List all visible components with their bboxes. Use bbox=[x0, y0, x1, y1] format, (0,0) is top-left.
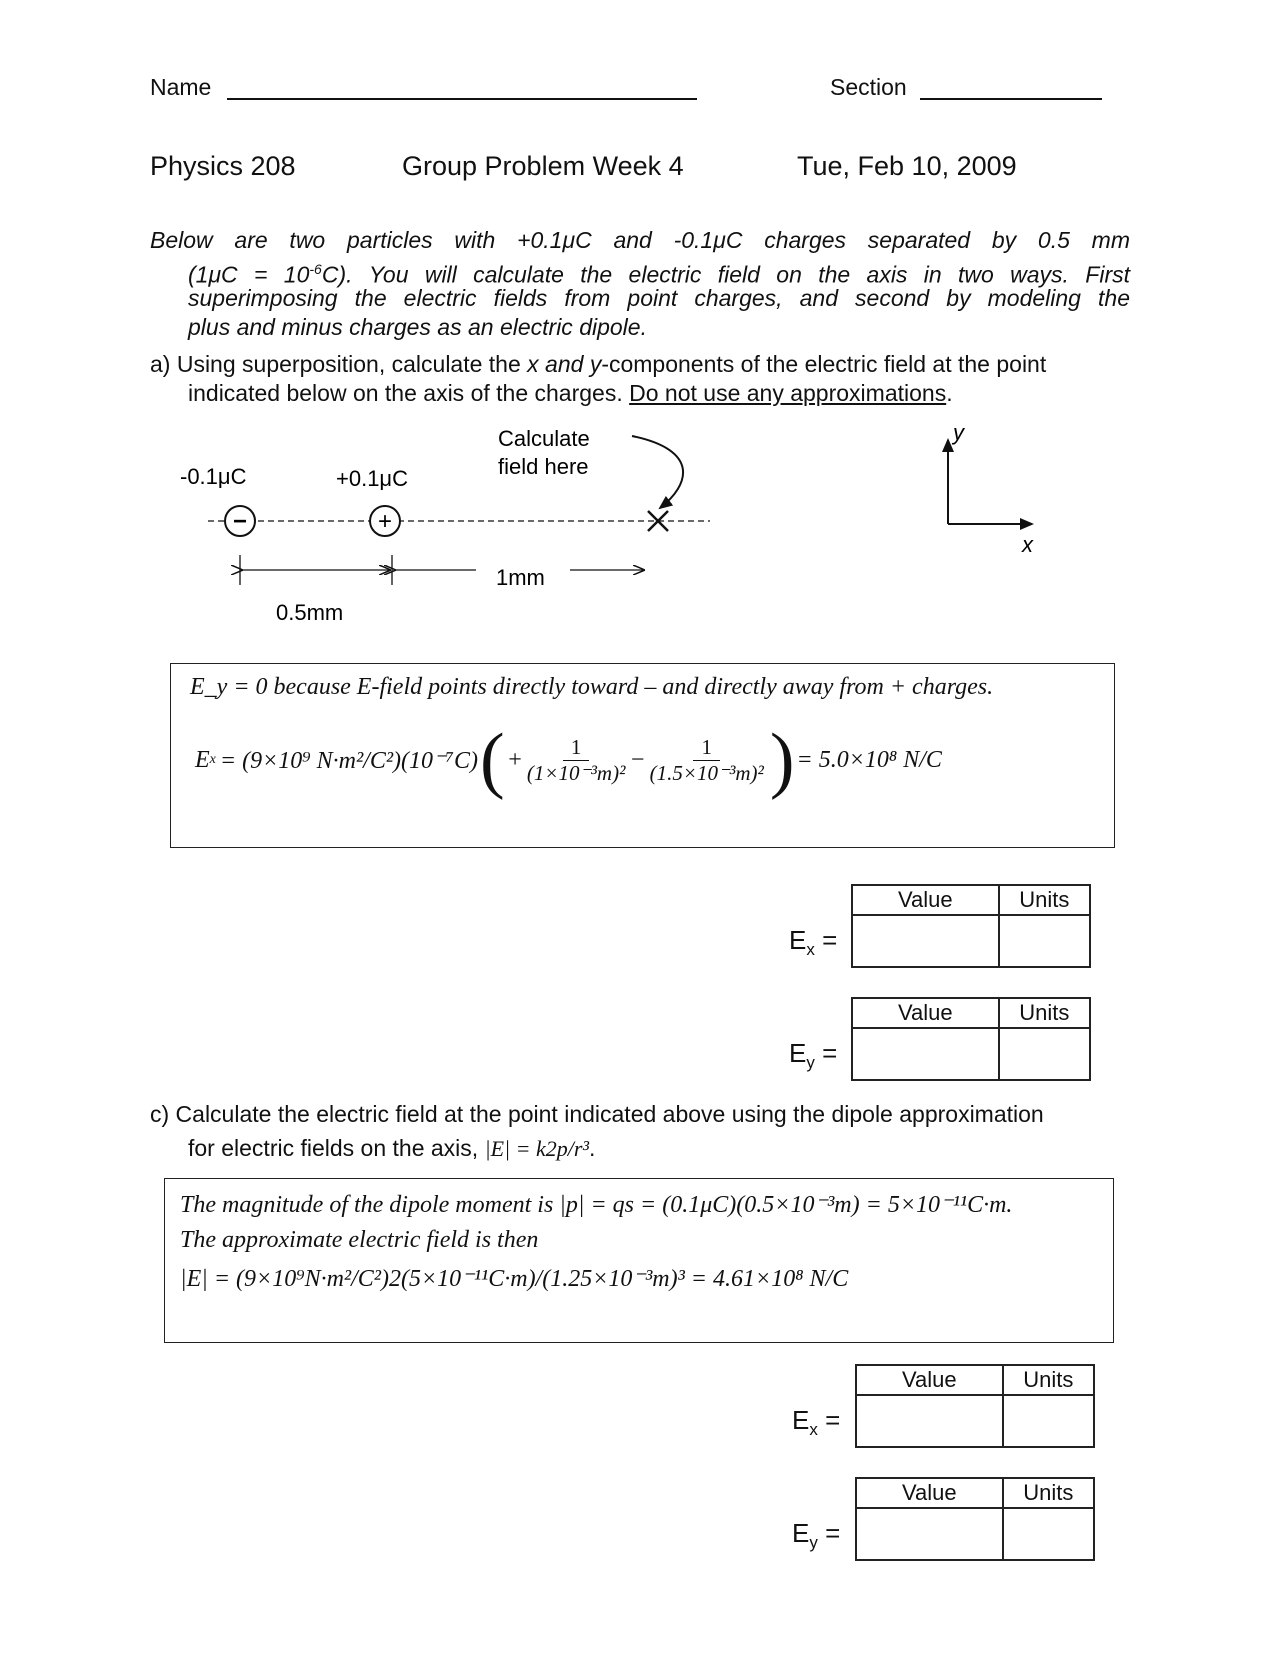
ey-label-c: $E_y$ = bbox=[792, 1518, 841, 1553]
ey-answer-table-a bbox=[851, 997, 1091, 1081]
units-header: Units bbox=[999, 998, 1090, 1028]
part-c-text: for electric fields on the axis, bbox=[188, 1135, 485, 1161]
ey-explanation: E_y = 0 because E-field points directly toward – and directly away from + charges. bbox=[190, 674, 994, 700]
ey-units-cell[interactable] bbox=[1003, 1508, 1094, 1560]
intro-line-1: Below are two particles with +0.1μC and -0.1μC charges separated by 0.5 mm bbox=[150, 227, 1130, 253]
part-c-period: . bbox=[589, 1135, 596, 1161]
assignment-date: Tue, Feb 10, 2009 bbox=[797, 151, 1017, 181]
part-a-and: and bbox=[538, 351, 590, 377]
approx-field-result: |E| = (9×10⁹N·m²/C²)2(5×10⁻¹¹C·m)/(1.25×10⁻³m)³ = 4.61×10⁸ N/C bbox=[180, 1266, 849, 1292]
fraction-2 bbox=[650, 735, 764, 786]
x-axis-label: x bbox=[1022, 532, 1033, 557]
negative-charge bbox=[225, 506, 255, 536]
minus-sign: − bbox=[629, 746, 646, 773]
intro-line-2-a: (1μC = 10 bbox=[188, 261, 310, 288]
positive-charge bbox=[370, 506, 400, 536]
part-c-line-1: c) Calculate the electric field at the point indicated above using the dipole approximation bbox=[150, 1101, 1044, 1127]
small-distance-label: 0.5mm bbox=[276, 600, 344, 625]
section-label: Section bbox=[830, 74, 907, 100]
name-label: Name bbox=[150, 74, 212, 100]
assignment-title: Group Problem Week 4 bbox=[402, 151, 684, 181]
course-title: Physics 208 bbox=[150, 151, 296, 181]
part-a-x: x bbox=[527, 351, 539, 377]
fraction-1-num: 1 bbox=[563, 735, 590, 761]
ey-units-cell[interactable] bbox=[999, 1028, 1090, 1080]
large-distance-label: 1mm bbox=[496, 565, 545, 590]
ey-answer-table-c bbox=[855, 1477, 1095, 1561]
ex-answer-table-c bbox=[855, 1364, 1095, 1448]
negative-charge-label: -0.1μC bbox=[180, 464, 247, 489]
ex-constant: = (9×10⁹ N·m²/C²)(10⁻⁷C) bbox=[219, 747, 479, 774]
approx-field-intro: The approximate electric field is then bbox=[180, 1227, 539, 1253]
ey-value-cell[interactable] bbox=[852, 1028, 999, 1080]
value-header: Value bbox=[856, 1478, 1003, 1508]
positive-charge-label: +0.1μC bbox=[336, 466, 408, 491]
intro-line-2-b: C). You will calculate the electric field on the axis in two ways. First bbox=[321, 261, 1130, 288]
y-axis-label: y bbox=[953, 420, 964, 445]
ex-lhs: E bbox=[195, 746, 210, 773]
ex-lhs-sub: x bbox=[209, 752, 216, 767]
part-a-text-1: a) Using superposition, calculate the bbox=[150, 351, 528, 377]
units-header: Units bbox=[999, 885, 1090, 915]
fraction-1 bbox=[527, 735, 626, 786]
intro-exponent: -6 bbox=[309, 261, 322, 277]
ex-equation bbox=[195, 719, 942, 801]
ex-units-cell[interactable] bbox=[999, 915, 1090, 967]
plus-sign: + bbox=[506, 746, 523, 773]
fraction-2-num: 1 bbox=[693, 735, 720, 761]
ey-value-cell[interactable] bbox=[856, 1508, 1003, 1560]
ex-result: = 5.0×10⁸ N/C bbox=[796, 746, 942, 773]
part-c-line-2 bbox=[188, 1134, 595, 1163]
part-a-warning: Do not use any approximations bbox=[629, 380, 947, 406]
value-header: Value bbox=[856, 1365, 1003, 1395]
value-header: Value bbox=[852, 998, 999, 1028]
positive-charge-symbol: + bbox=[377, 508, 393, 535]
fraction-2-den: (1.5×10⁻³m)² bbox=[649, 760, 764, 785]
part-a-text-3: indicated below on the axis of the charges. bbox=[188, 380, 630, 406]
part-a-text-2: -components of the electric field at the point bbox=[601, 351, 1047, 377]
ey-label-a: $E_y$ = bbox=[789, 1038, 838, 1073]
ex-units-cell[interactable] bbox=[1003, 1395, 1094, 1447]
ex-label-a: $E_x$ = bbox=[789, 925, 838, 960]
ex-value-cell[interactable] bbox=[856, 1395, 1003, 1447]
intro-line-3: superimposing the electric fields from point charges, and second by modeling the bbox=[188, 285, 1130, 311]
right-paren: ) bbox=[769, 719, 795, 801]
fraction-1-den: (1×10⁻³m)² bbox=[526, 760, 626, 785]
left-paren: ( bbox=[480, 719, 505, 801]
units-header: Units bbox=[1003, 1365, 1094, 1395]
ex-label-c: $E_x$ = bbox=[792, 1405, 841, 1440]
ex-value-cell[interactable] bbox=[852, 915, 999, 967]
dipole-moment-line: The magnitude of the dipole moment is |p| = qs = (0.1μC)(0.5×10⁻³m) = 5×10⁻¹¹C·m. bbox=[180, 1192, 1013, 1218]
calculate-label-1: Calculate bbox=[498, 426, 590, 451]
part-a-y: y bbox=[589, 351, 602, 377]
ex-answer-table-a bbox=[851, 884, 1091, 968]
value-header: Value bbox=[852, 885, 999, 915]
intro-line-4: plus and minus charges as an electric dipole. bbox=[188, 314, 647, 340]
dipole-formula: |E| = k2p/r³ bbox=[484, 1136, 589, 1161]
charge-diagram bbox=[0, 0, 1280, 640]
field-point-arrow bbox=[632, 436, 683, 508]
part-a-period: . bbox=[946, 380, 953, 406]
calculate-label-2: field here bbox=[498, 454, 589, 479]
units-header: Units bbox=[1003, 1478, 1094, 1508]
negative-charge-symbol: − bbox=[232, 508, 248, 535]
